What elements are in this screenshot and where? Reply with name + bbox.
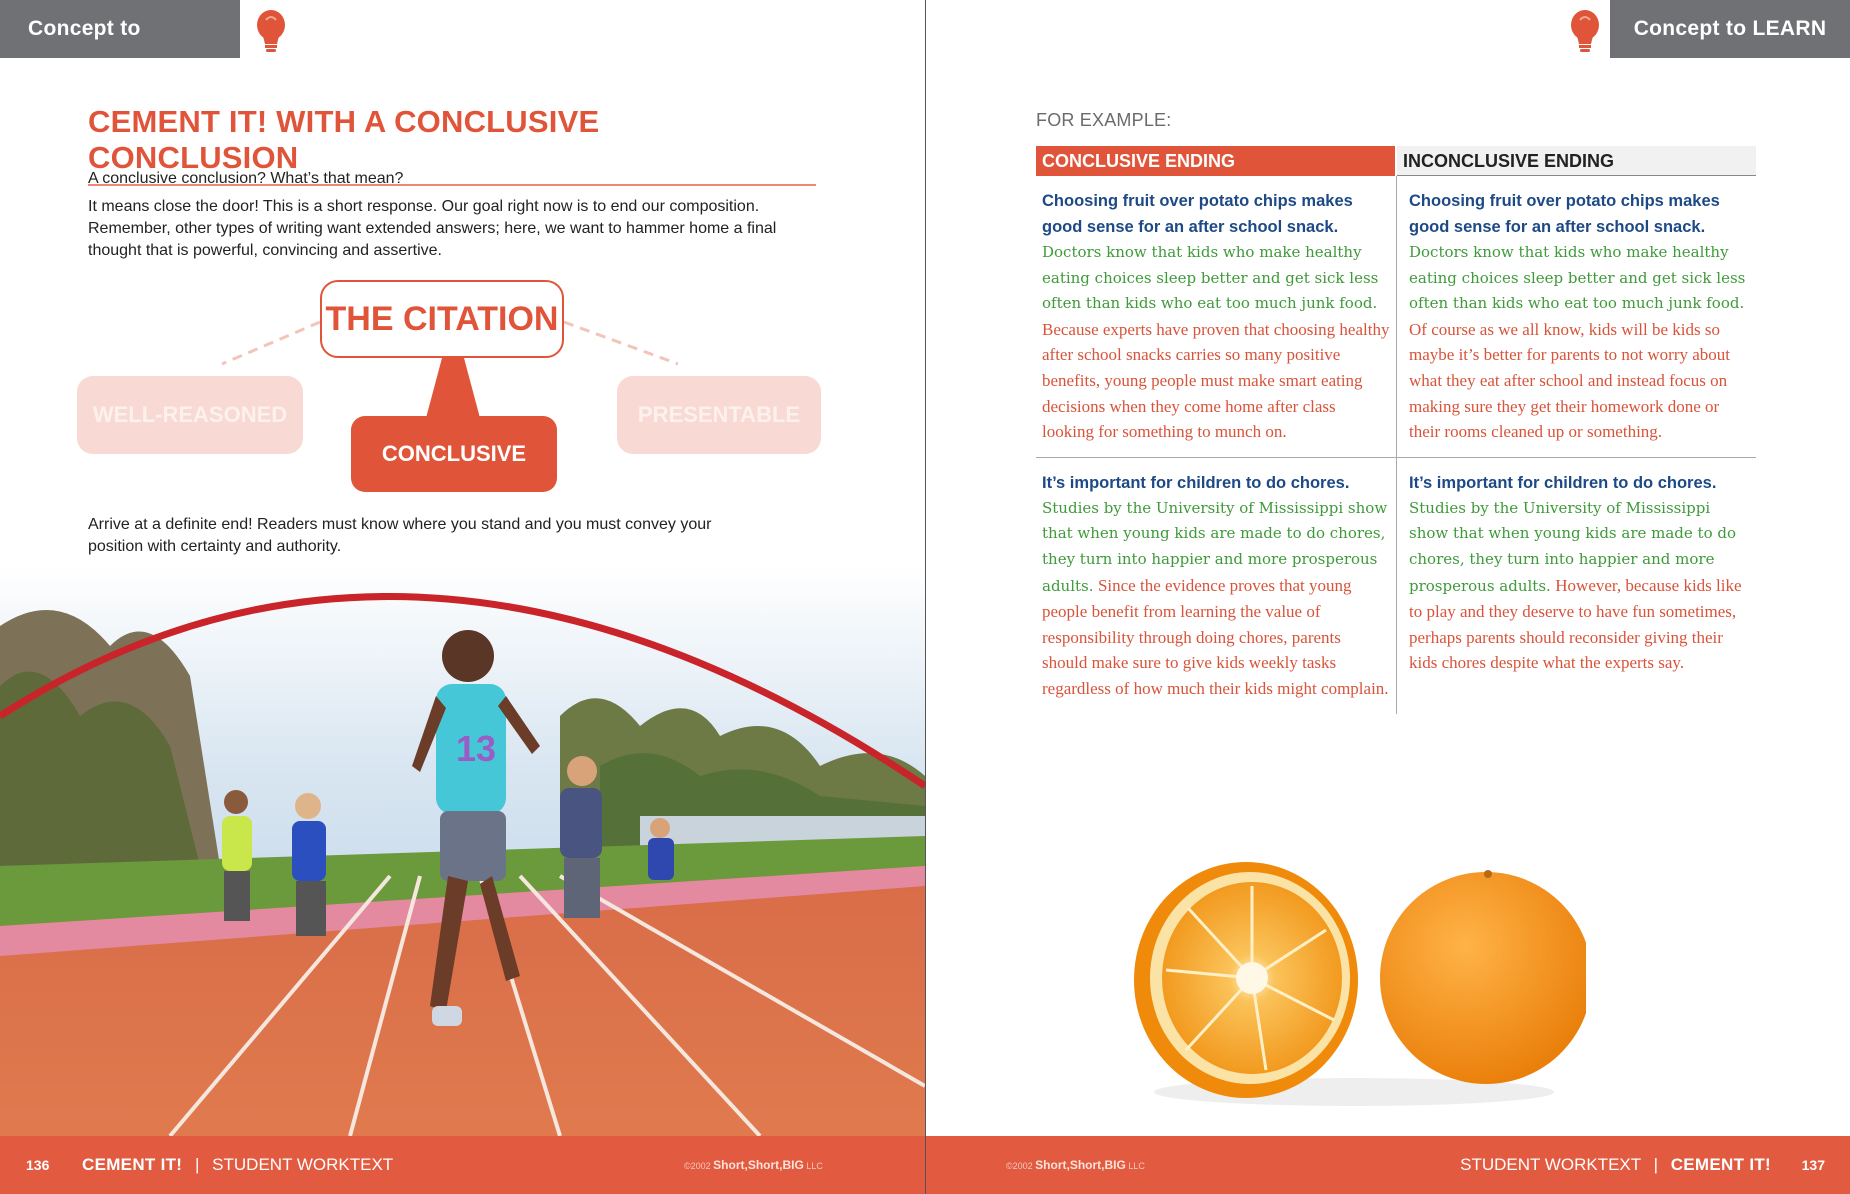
svg-text:13: 13 xyxy=(456,728,497,769)
intro-question: A conclusive conclusion? What’s that mean? xyxy=(88,170,404,187)
page-number: 136 xyxy=(26,1157,50,1173)
lightbulb-icon xyxy=(252,8,290,54)
right-footer xyxy=(926,1136,1850,1194)
topic-sentence: Choosing fruit over potato chips makes good sense for an after school snack. xyxy=(1409,192,1720,236)
copyright: ©2002 Short,Short,BIG LLC xyxy=(1006,1158,1145,1172)
closing-text: Arrive at a definite end! Readers must know where you stand and you must convey your position with certainty and authority. xyxy=(88,516,712,555)
table-row xyxy=(1036,176,1756,458)
table-header xyxy=(1036,146,1756,176)
ending-text: Because experts have proven that choosing healthy after school snacks carries so many positive benefits, young people must make smart eating decisions when they come home after class looking for something to munch on. xyxy=(1042,319,1390,442)
evidence-text: Studies by the University of Mississippi show that when young kids are made to do chores, they turn into happier and more prosperous adults. xyxy=(1409,498,1737,595)
conclusive-cell xyxy=(1036,458,1396,714)
footer-section xyxy=(1460,1136,1771,1194)
evidence-text: Doctors know that kids who make healthy eating choices sleep better and get sick less often than kids who eat too much junk food. xyxy=(1042,243,1379,313)
footer-section-name: CEMENT IT! xyxy=(1670,1155,1771,1174)
inconclusive-cell xyxy=(1396,458,1756,714)
copyright: ©2002 Short,Short,BIG LLC xyxy=(684,1158,823,1172)
footer-separator: | xyxy=(195,1155,200,1174)
evidence-text: Doctors know that kids who make healthy eating choices sleep better and get sick less often than kids who eat too much junk food. xyxy=(1409,243,1746,313)
ending-text: However, because kids like to play and they deserve to have fun sometimes, perhaps parents should reconsider giving their kids chores despite what the experts say. xyxy=(1409,575,1742,673)
left-footer xyxy=(0,1136,925,1194)
topic-sentence: It’s important for children to do chores. xyxy=(1409,473,1717,492)
concept-to-learn-tab: Concept to LEARN xyxy=(1610,0,1850,58)
well-reasoned-box: WELL-REASONED xyxy=(77,376,303,454)
evidence-text: Studies by the University of Mississippi show that when young kids are made to do chores, they turn into happier and more prosperous adults. xyxy=(1042,498,1388,595)
ending-text: Of course as we all know, kids will be kids so maybe it’s better for parents to not worry about what they eat after school and instead focus on making sure they get their homework done or their rooms cleaned up or something. xyxy=(1409,319,1731,442)
topic-sentence: It’s important for children to do chores. xyxy=(1042,473,1350,492)
conclusive-cell xyxy=(1036,176,1396,457)
footer-section-name: CEMENT IT! xyxy=(82,1155,183,1174)
footer-book-name: STUDENT WORKTEXT xyxy=(212,1155,394,1174)
topic-sentence: Choosing fruit over potato chips makes good sense for an after school snack. xyxy=(1042,192,1353,236)
citation-diagram xyxy=(72,276,832,516)
concept-to-learn-tab: Concept to LEARN xyxy=(0,0,240,58)
examples-table xyxy=(1036,146,1756,714)
oranges-photo xyxy=(1126,830,1586,1110)
conclusive-header: CONCLUSIVE ENDING xyxy=(1036,146,1395,176)
page-title: CEMENT IT! WITH A CONCLUSIVE CONCLUSION xyxy=(88,104,816,186)
footer-book-name: STUDENT WORKTEXT xyxy=(1460,1155,1641,1174)
conclusive-box: CONCLUSIVE xyxy=(351,416,557,492)
intro-body: It means close the door! This is a short response. Our goal right now is to end our composition. Remember, other types of writing want extended answers; here, we want to hammer home a final thought that is powerful, convincing and assertive. xyxy=(88,198,777,259)
inconclusive-cell xyxy=(1396,176,1756,457)
presentable-box: PRESENTABLE xyxy=(617,376,821,454)
right-page xyxy=(925,0,1850,1194)
citation-box: THE CITATION xyxy=(320,280,564,358)
footer-separator: | xyxy=(1653,1155,1658,1174)
lightbulb-icon xyxy=(1566,8,1604,54)
footer-section xyxy=(82,1136,393,1194)
table-row xyxy=(1036,458,1756,714)
page-number: 137 xyxy=(1801,1157,1825,1173)
runners-photo xyxy=(0,566,925,1136)
inconclusive-header: INCONCLUSIVE ENDING xyxy=(1397,146,1756,176)
for-example-label: FOR EXAMPLE: xyxy=(1036,110,1172,130)
ending-text: Since the evidence proves that young people benefit from learning the value of responsibility through doing chores, parents should make sure to give kids weekly tasks regardless of how much their kids might complain. xyxy=(1042,575,1389,698)
